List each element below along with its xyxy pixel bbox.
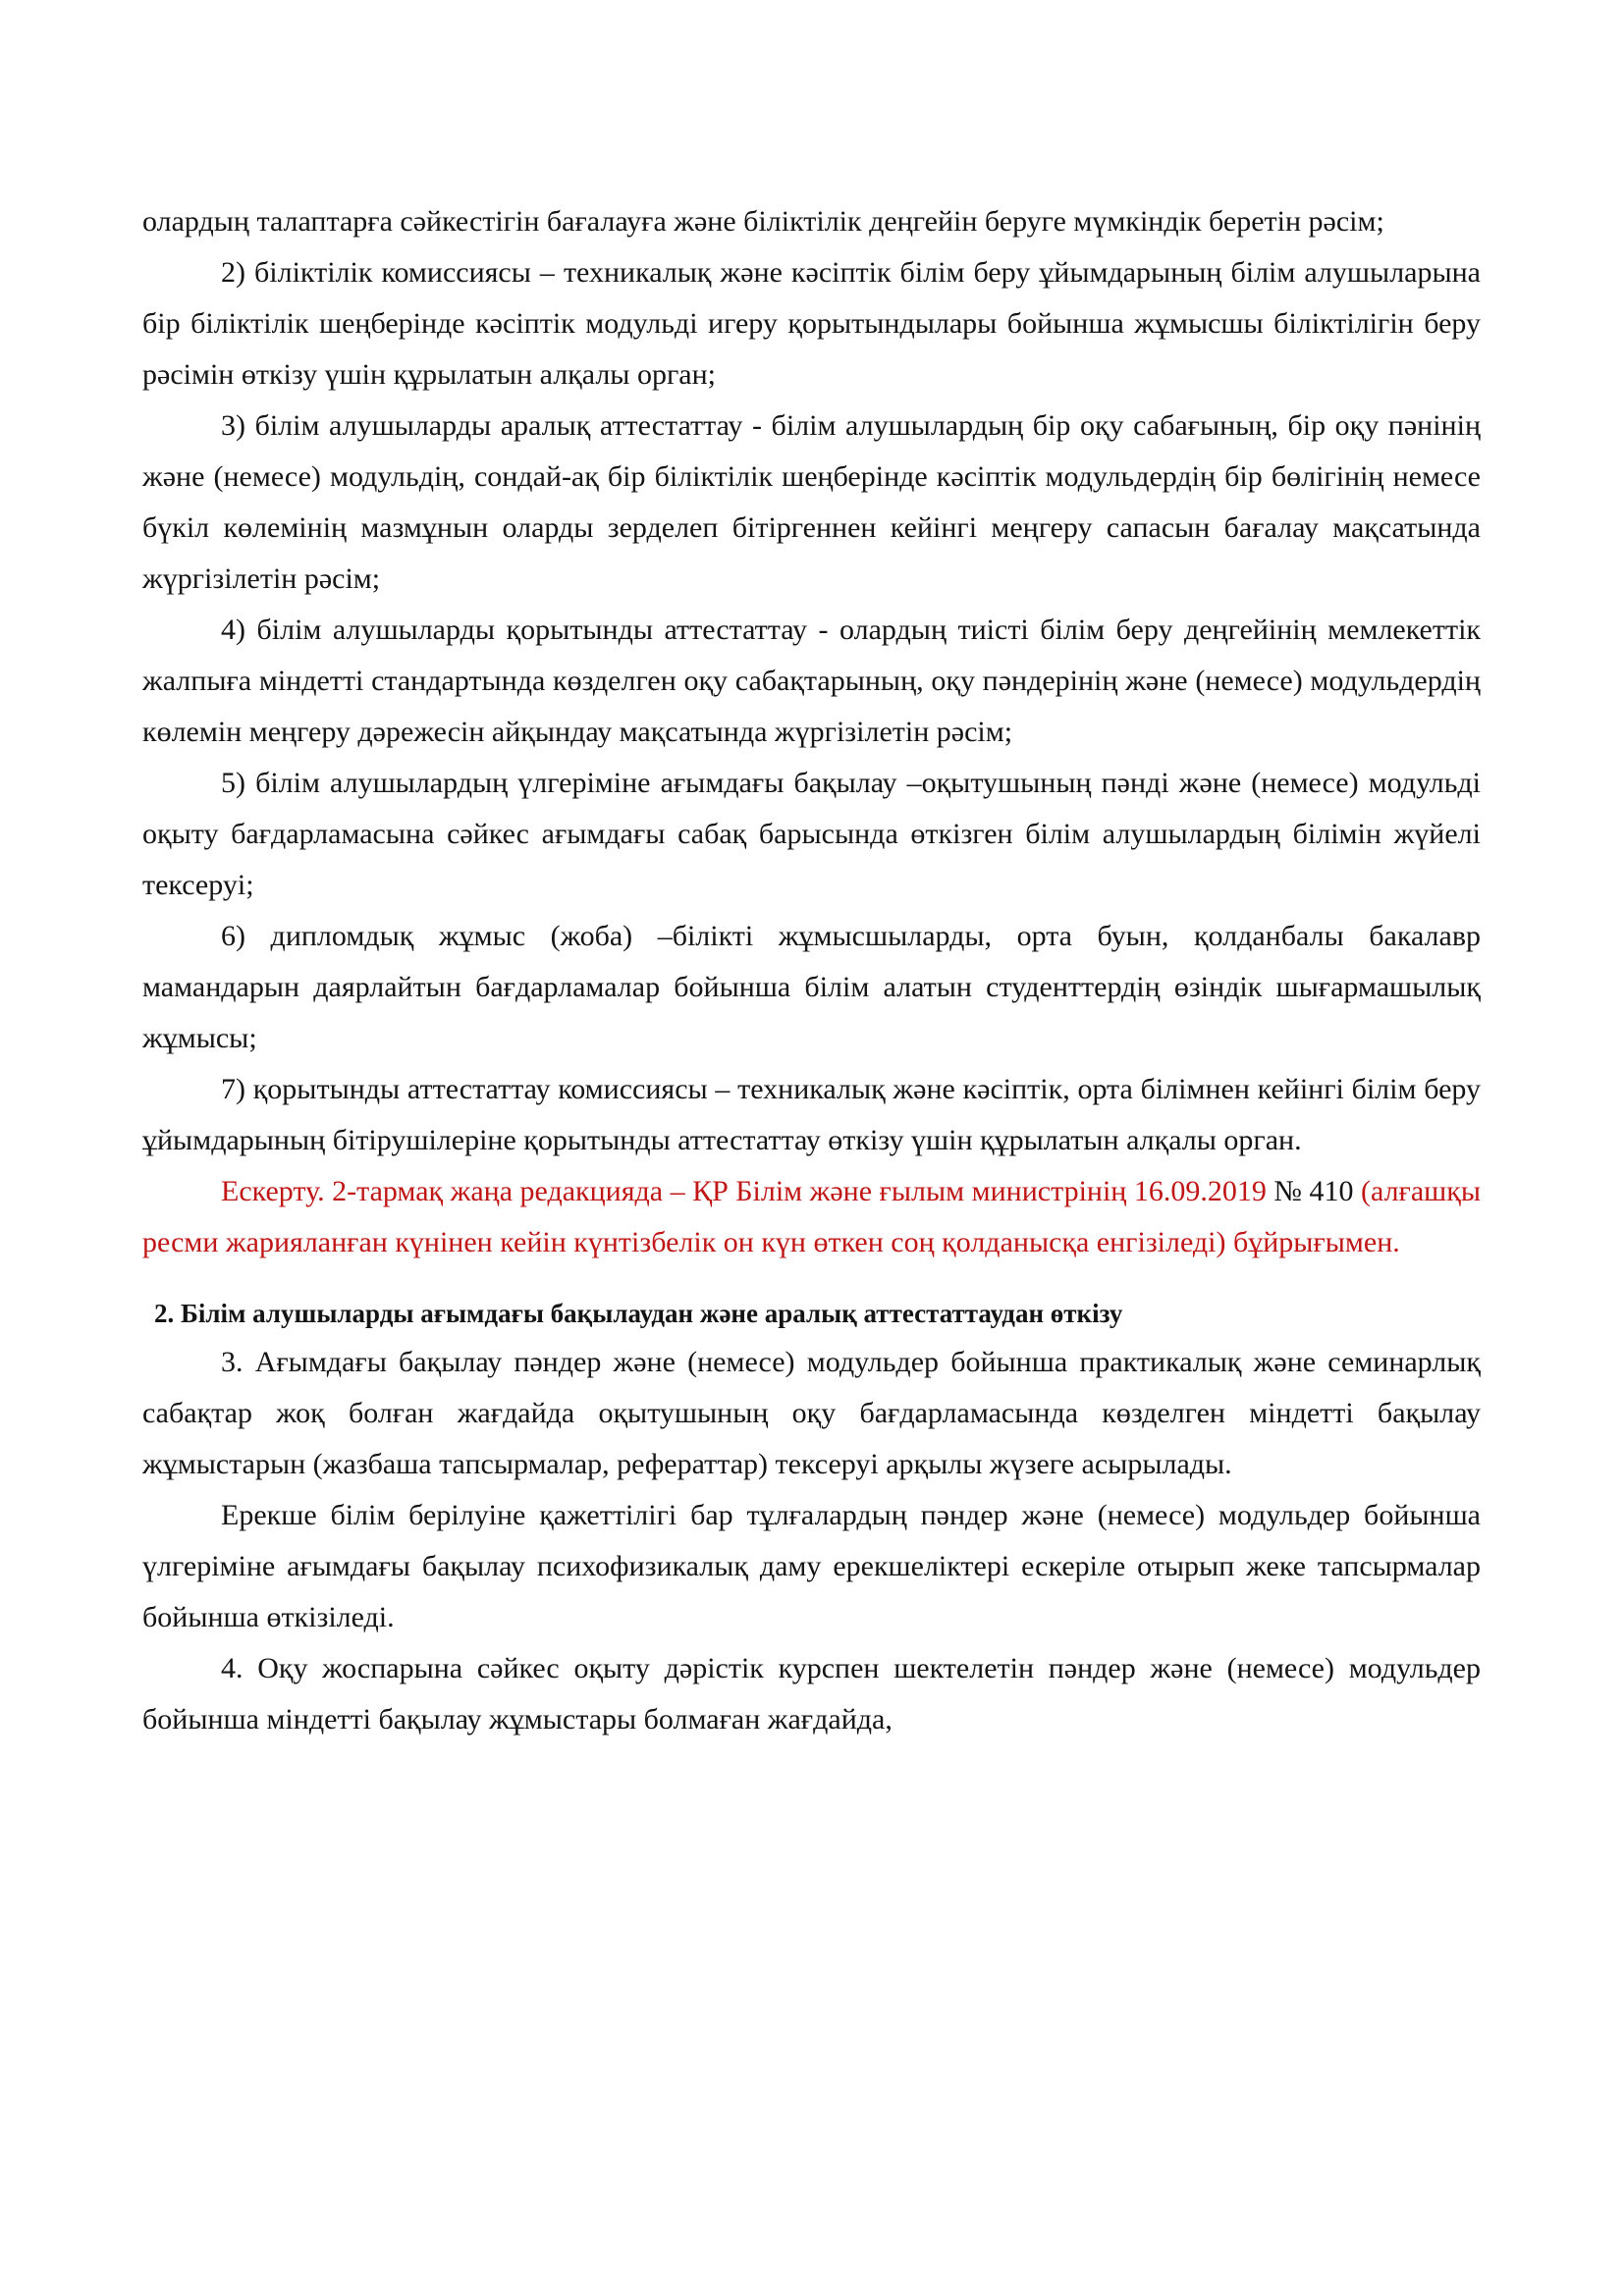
section-heading: 2. Білім алушыларды ағымдағы бақылаудан және аралық аттестаттаудан өткізу xyxy=(154,1299,1123,1328)
paragraph-clause-7: 7) қорытынды аттестаттау комиссиясы – техникалық және кәсіптік, орта білімнен кейінгі білім беру ұйымдарының бітірушілеріне қорытынды аттестаттау өткізу үшін құрылатын алқалы орган. xyxy=(142,1073,1481,1156)
paragraph-clause-6: 6) дипломдық жұмыс (жоба) –білікті жұмысшыларды, орта буын, қолданбалы бакалавр мамандарын даярлайтын бағдарламалар бойынша білім алатын студенттердің өзіндік шығармашылық жұмысы; xyxy=(142,920,1481,1054)
paragraph-point-4: 4. Оқу жоспарына сәйкес оқыту дәрістік курспен шектелетін пәндер және (немесе) модульдер бойынша міндетті бақылау жұмыстары болмаған жағдайда, xyxy=(142,1652,1481,1735)
paragraph-clause-5: 5) білім алушылардың үлгеріміне ағымдағы бақылау –оқытушының пәнді және (немесе) модульді оқыту бағдарламасына сәйкес ағымдағы сабақ барысында өткізген білім алушылардың білімін жүйелі тексеруі; xyxy=(142,767,1481,901)
note-order-number: № 410 xyxy=(1273,1175,1354,1207)
note-amendment xyxy=(142,1166,1481,1268)
paragraph-special-needs: Ерекше білім берілуіне қажеттілігі бар тұлғалардың пәндер және (немесе) модульдер бойынша үлгеріміне ағымдағы бақылау психофизикалық даму ерекшеліктері ескеріле отырып жеке тапсырмалар бойынша өткізіледі. xyxy=(142,1499,1481,1633)
paragraph-continuation: олардың талаптарға сәйкестігін бағалауға және біліктілік деңгейін беруге мүмкіндік беретін рәсім; xyxy=(142,205,1384,238)
paragraph-clause-4: 4) білім алушыларды қорытынды аттестаттау - олардың тиісті білім беру деңгейінің мемлекеттік жалпыға міндетті стандартында көзделген оқу сабақтарының, оқу пәндерінің және (немесе) модульдердің көлемін меңгеру дәрежесін айқындау мақсатында жүргізілетін рәсім; xyxy=(142,614,1481,748)
paragraph-clause-2: 2) біліктілік комиссиясы – техникалық және кәсіптік білім беру ұйымдарының білім алушыларына бір біліктілік шеңберінде кәсіптік модульді игеру қорытындылары бойынша жұмысшы біліктілігін беру рәсімін өткізу үшін құрылатын алқалы орган; xyxy=(142,256,1481,391)
note-amendment-tail: (алғашқы ресми жарияланған күнінен кейін күнтізбелік он күн өткен соң қолданысқа енгізіледі) бұйрығымен. xyxy=(142,1175,1482,1258)
paragraph-clause-3: 3) білім алушыларды аралық аттестаттау - білім алушылардың бір оқу сабағының, бір оқу пәнінің және (немесе) модульдің, сондай-ақ бір біліктілік шеңберінде кәсіптік модульдердің бір бөлігінің немесе бүкіл көлемінің мазмұнын оларды зерделеп бітіргеннен кейінгі меңгеру сапасын бағалау мақсатында жүргізілетін рәсім; xyxy=(142,409,1481,595)
paragraph-point-3: 3. Ағымдағы бақылау пәндер және (немесе) модульдер бойынша практикалық және семинарлық сабақтар жоқ болған жағдайда оқытушының оқу бағдарламасында көзделген міндетті бақылау жұмыстарын (жазбаша тапсырмалар, рефераттар) тексеруі арқылы жүзеге асырылады. xyxy=(142,1346,1481,1480)
note-amendment-lead: Ескерту. 2-тармақ жаңа редакцияда – ҚР Білім және ғылым министрінің 16.09.2019 xyxy=(221,1175,1274,1207)
